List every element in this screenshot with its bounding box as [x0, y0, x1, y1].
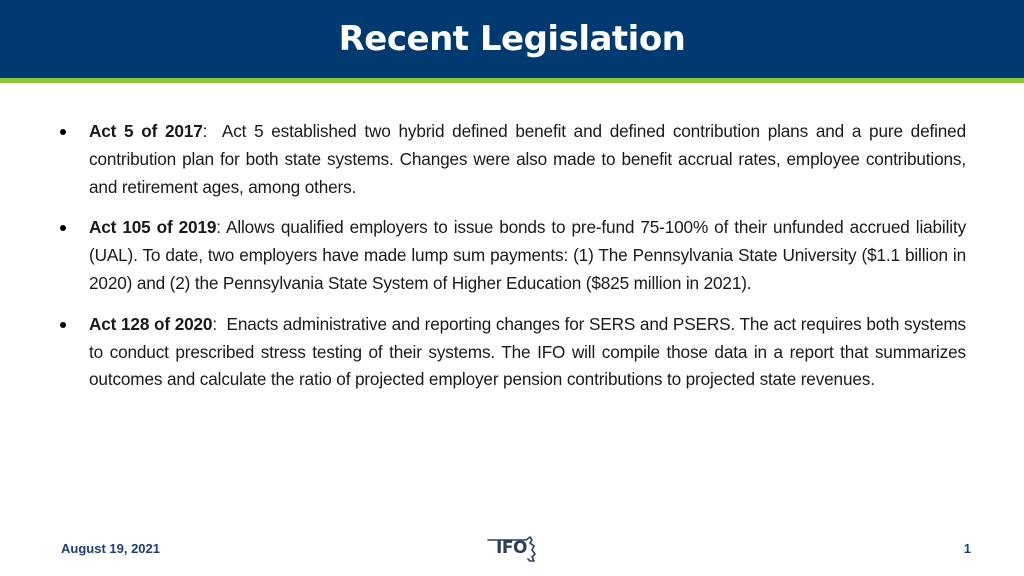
bullet-dot-icon: [60, 322, 66, 328]
act-description: Allows qualified employers to issue bonds to pre-fund 75-100% of their unfunded accrued liability (UAL). To date, two employers have made lump sum payments: (1) The Pennsylvania State University ($1.1 billion in 2020) and (2) the Pennsylvania State System of Higher Education ($825 million in 2021).: [89, 217, 967, 293]
bullet-text: [89, 214, 966, 297]
act-name: Act 105 of 2019: [89, 217, 217, 238]
act-separator: :: [212, 313, 227, 334]
act-separator: :: [202, 121, 222, 141]
bullet-act-105-of-2019: [58, 214, 966, 297]
ifo-logo: [486, 534, 540, 564]
bullet-dot-icon: [60, 225, 66, 231]
bullet-dot-icon: [60, 129, 66, 135]
title-bar: [0, 0, 1024, 78]
act-description: Act 5 established two hybrid defined benefit and defined contribution plans and a pure defined contribution plan for both state systems. Changes were also made to benefit accrual rates, employee contributions, and retirement ages, among others.: [89, 121, 966, 197]
act-name: Act 128 of 2020: [89, 313, 213, 334]
bullet-text: [89, 118, 966, 201]
bullet-list: [58, 118, 966, 407]
act-separator: :: [216, 217, 227, 238]
act-name: Act 5 of 2017: [89, 121, 203, 141]
bullet-act-5-of-2017: [58, 118, 966, 201]
footer-date: August 19, 2021: [61, 541, 160, 556]
title-accent-bar: [0, 78, 1024, 83]
page-number: 1: [963, 541, 971, 556]
bullet-text: [89, 311, 966, 394]
logo-text: IFO: [496, 538, 527, 558]
act-description: Enacts administrative and reporting changes for SERS and PSERS. The act requires both systems to conduct prescribed stress testing of their systems. The IFO will compile those data in a report that summarizes outcomes and calculate the ratio of projected employer pension contributions to projected state revenues.: [89, 313, 966, 390]
slide-title: Recent Legislation: [338, 19, 686, 59]
bullet-act-128-of-2020: [58, 311, 966, 394]
